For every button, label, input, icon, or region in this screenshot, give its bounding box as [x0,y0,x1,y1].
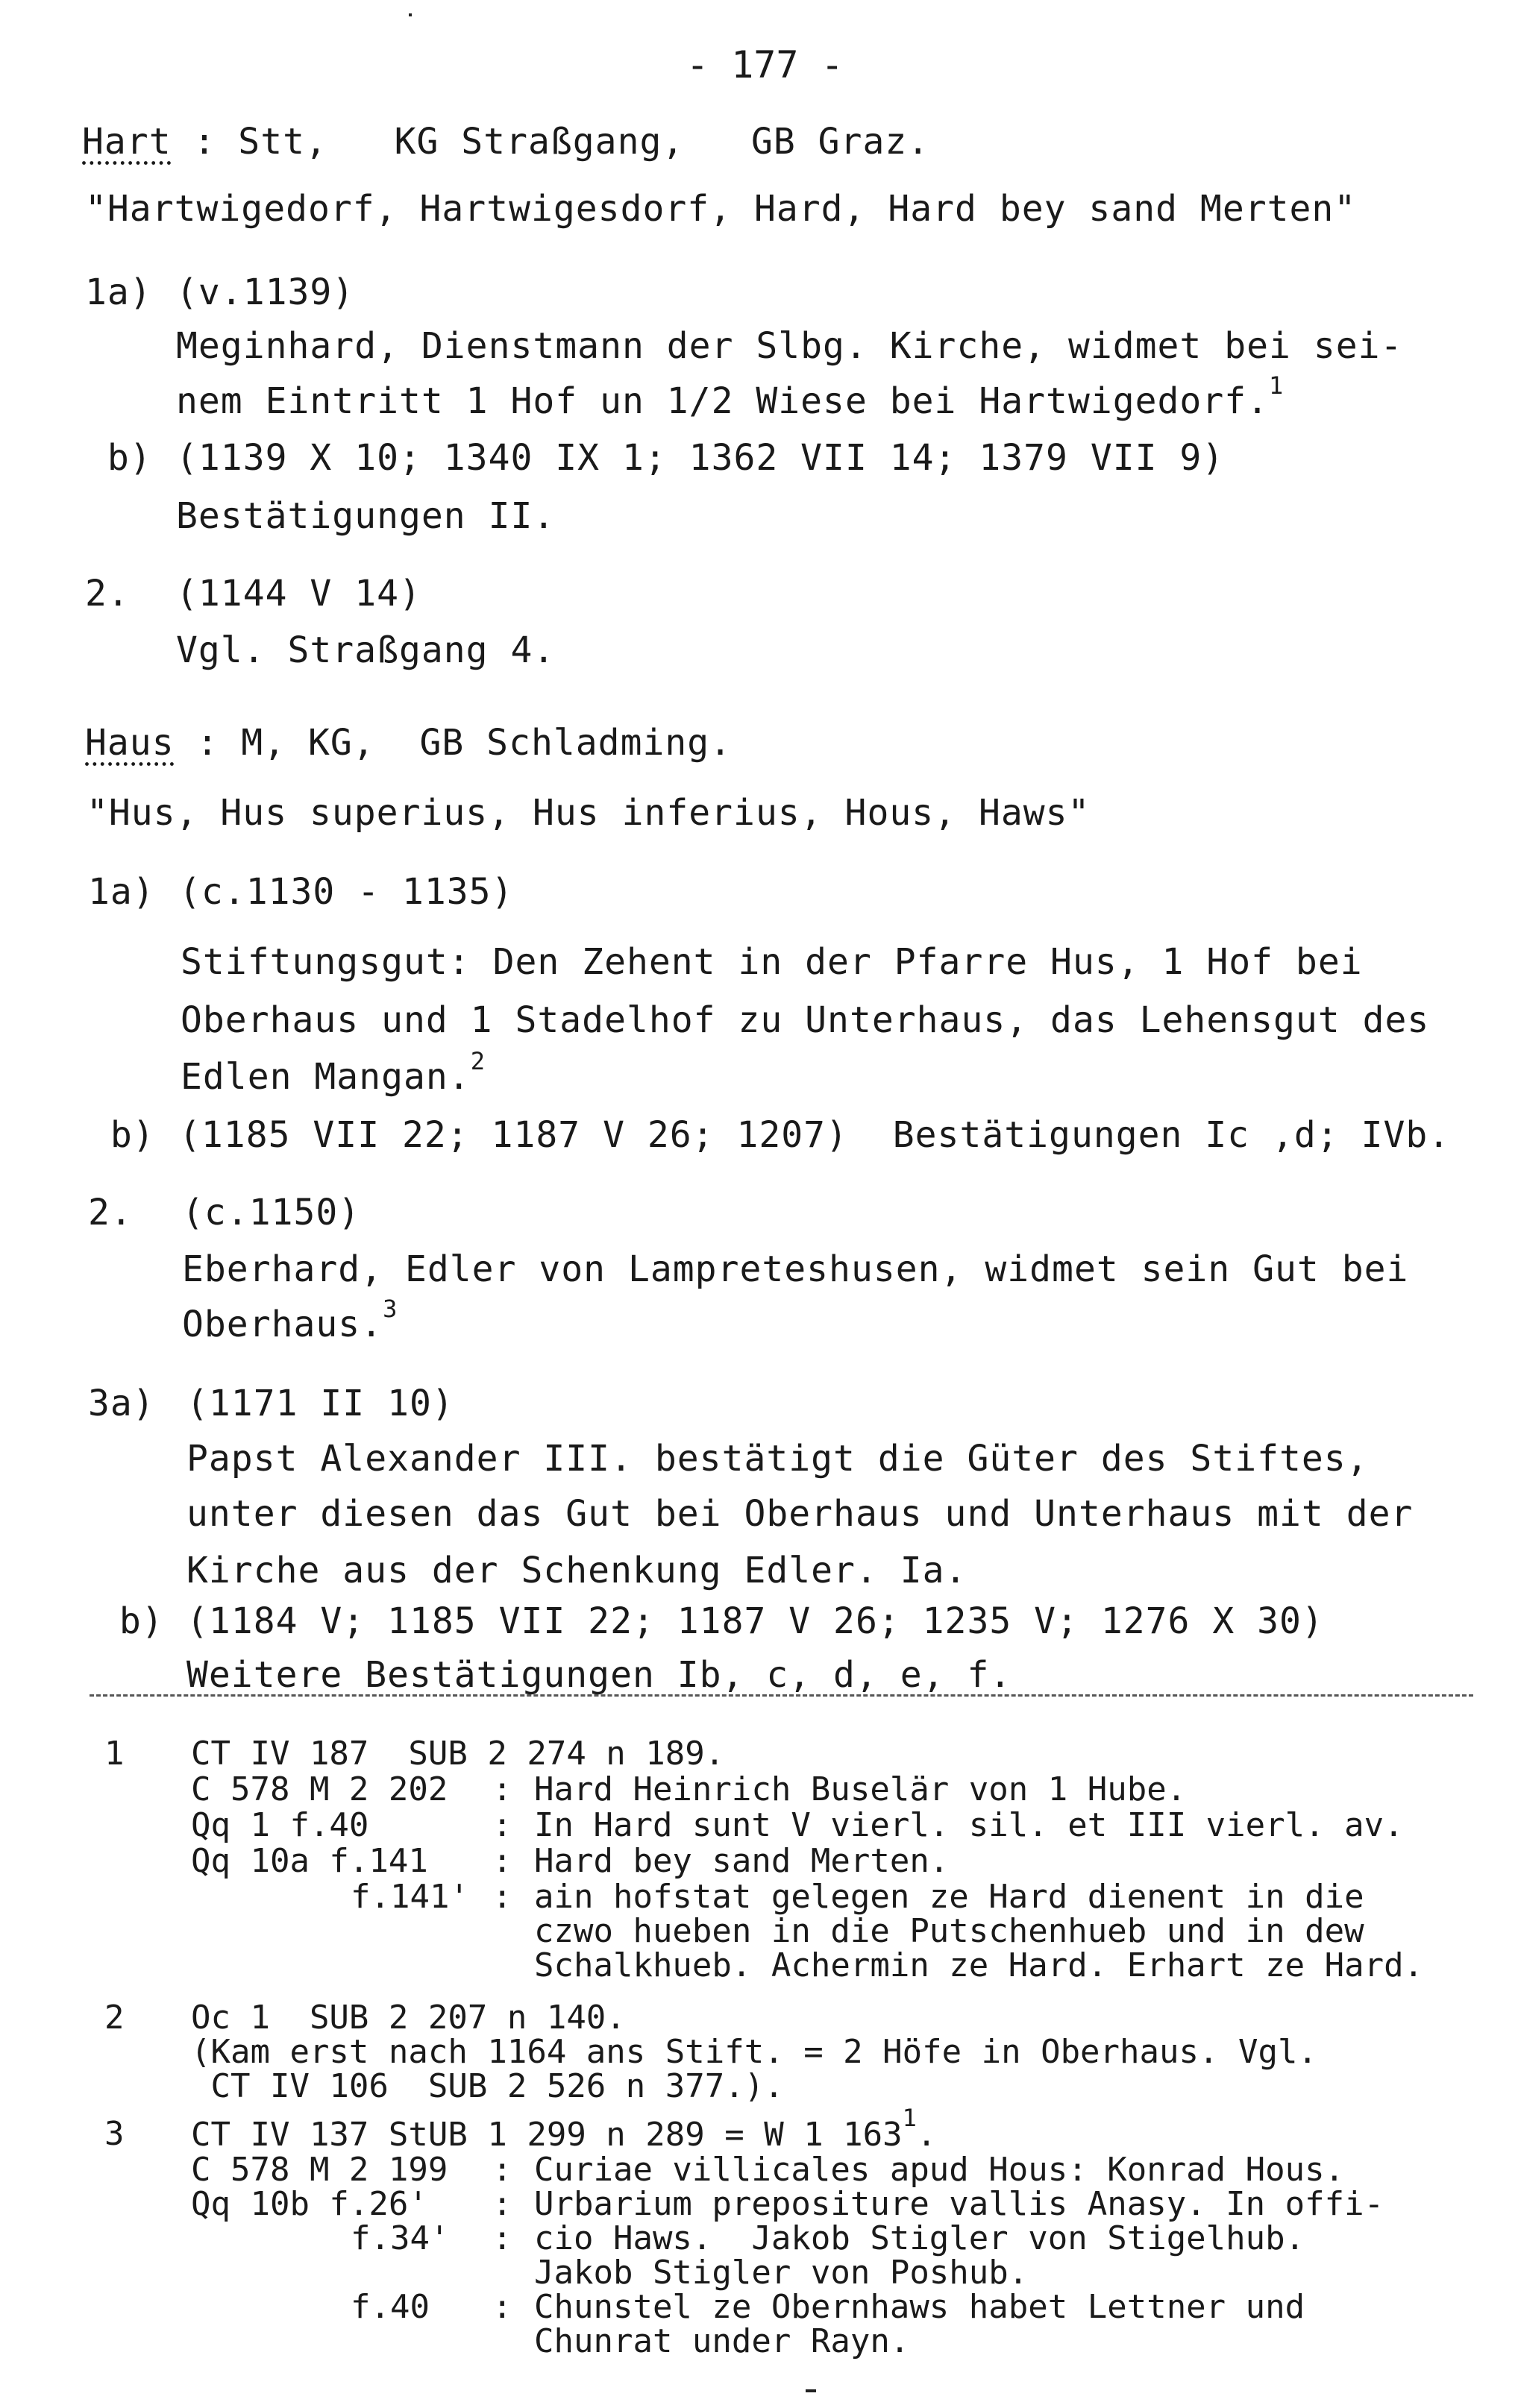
footnote-source: C 578 M 2 199 [191,2151,448,2189]
entry-headword: Hart [82,121,172,163]
footnote-line: CT IV 106 SUB 2 526 n 377.). [191,2067,784,2105]
item-text: Oberhaus.$^3$ [182,1295,398,1345]
footnote-quote: Chunrat under Rayn. [534,2322,910,2360]
entry-place-names: "Hus, Hus superius, Hus inferius, Hous, Haws" [87,792,1091,834]
footnote-source: C 578 M 2 202 [191,1770,448,1808]
footnote-source: f.40 [351,2288,430,2326]
item-number: b) [97,1600,164,1642]
footnote-colon: : [492,1770,512,1808]
footnote-quote: czwo hueben in die Putschenhueb und in dew [534,1912,1364,1950]
item-number: 2. [88,1192,133,1233]
entry-heading-line [85,722,733,764]
item-date: (1144 V 14) [176,573,421,614]
item-number: 2. [85,573,130,614]
footnote-number: 3 [104,2115,125,2153]
footnote-colon: : [492,2151,512,2189]
footnote-quote: Schalkhueb. Achermin ze Hard. Erhart ze Hard. [534,1946,1424,1984]
item-number: b) [85,437,152,479]
item-number: b) [88,1114,155,1156]
footnote-ref: 1 [1269,371,1285,400]
item-text: Weitere Bestätigungen Ib, c, d, e, f. [186,1654,1012,1696]
item-text: Eberhard, Edler von Lampreteshusen, widmet sein Gut bei [182,1248,1409,1290]
footnote-line: CT IV 137 StUB 1 299 n 289 = W 1 $163^1$. [191,2104,937,2154]
item-date: (1171 II 10) [186,1383,454,1424]
footnote-ref: 1 [902,2104,917,2132]
footnote-quote: cio Haws. Jakob Stigler von Stigelhub. [534,2219,1305,2257]
top-mark [409,13,412,16]
item-number: 1a) [85,271,152,313]
footnote-ref: 3 [383,1295,398,1323]
footnote-separator [90,1694,1473,1697]
item-text: Edlen Mangan.$^2$ [181,1047,486,1098]
item-number: 1a) [88,871,155,913]
footnote-source: f.34' [351,2219,450,2257]
footnote-number: 1 [104,1735,125,1773]
footnote-source: Qq 10b f.26' [191,2185,428,2223]
footnote-colon: : [492,1878,512,1916]
footnote-source: Qq 1 f.40 [191,1806,369,1844]
item-date: (1139 X 10; 1340 IX 1; 1362 VII 14; 1379 VII 9) [176,437,1225,479]
footnote-quote: Urbarium prepositure vallis Anasy. In offi- [534,2185,1384,2223]
item-text: Kirche aus der Schenkung Edler. Ia. [186,1550,967,1591]
item-text: Stiftungsgut: Den Zehent in der Pfarre Hus, 1 Hof bei [181,941,1363,983]
page-number: - 177 - [686,43,844,87]
item-text: unter diesen das Gut bei Oberhaus und Unterhaus mit der [186,1493,1414,1535]
entry-place-names: "Hartwigedorf, Hartwigesdorf, Hard, Hard bey sand Merten" [85,188,1357,230]
item-date: (1184 V; 1185 VII 22; 1187 V 26; 1235 V; 1276 X 30) [186,1600,1324,1642]
footnote-quote: Curiae villicales apud Hous: Konrad Hous. [534,2151,1345,2189]
bottom-mark [806,2389,816,2392]
item-text: Oberhaus und 1 Stadelhof zu Unterhaus, das Lehensgut des [181,999,1430,1041]
footnote-source: f.141' [351,1878,469,1916]
item-date: (c.1150) [182,1192,361,1233]
item-text: Meginhard, Dienstmann der Slbg. Kirche, widmet bei sei- [176,325,1403,367]
footnote-number: 2 [104,1999,125,2037]
footnote-quote: Hard bey sand Merten. [534,1842,950,1880]
item-date: (1185 VII 22; 1187 V 26; 1207) Bestätigungen Ic ,d; IVb. [179,1114,1451,1156]
entry-heading-line [82,121,930,163]
footnote-colon: : [492,1806,512,1844]
footnote-line: (Kam erst nach 1164 ans Stift. = 2 Höfe in Oberhaus. Vgl. [191,2033,1317,2071]
item-number: 3a) [88,1383,155,1424]
footnote-colon: : [492,2288,512,2326]
item-text: Papst Alexander III. bestätigt die Güter des Stiftes, [186,1438,1369,1480]
footnote-quote: Jakob Stigler von Poshub. [534,2254,1029,2292]
item-text: Bestätigungen II. [176,495,556,537]
footnote-ref: 2 [470,1047,486,1075]
footnote-colon: : [492,1842,512,1880]
footnote-quote: ain hofstat gelegen ze Hard dienent in die [534,1878,1364,1916]
footnote-line: CT IV 187 SUB 2 274 n 189. [191,1735,725,1773]
footnote-quote: Chunstel ze Obernhaws habet Lettner und [534,2288,1305,2326]
item-text: Vgl. Straßgang 4. [176,629,556,671]
entry-headword: Haus [85,722,175,764]
item-date: (c.1130 - 1135) [179,871,514,913]
footnote-quote: In Hard sunt V vierl. sil. et III vierl. av. [534,1806,1404,1844]
item-text: nem Eintritt 1 Hof un 1/2 Wiese bei Hartwigedorf.$^1$ [176,371,1285,422]
footnote-colon: : [492,2219,512,2257]
footnote-line: Oc 1 SUB 2 207 n 140. [191,1999,626,2037]
footnote-quote: Hard Heinrich Buselär von 1 Hube. [534,1770,1187,1808]
entry-heading-rest: : Stt, KG Straßgang, GB Graz. [171,121,930,163]
entry-heading-rest: : M, KG, GB Schladming. [174,722,733,764]
footnote-source: Qq 10a f.141 [191,1842,428,1880]
item-date: (v.1139) [176,271,355,313]
footnote-colon: : [492,2185,512,2223]
